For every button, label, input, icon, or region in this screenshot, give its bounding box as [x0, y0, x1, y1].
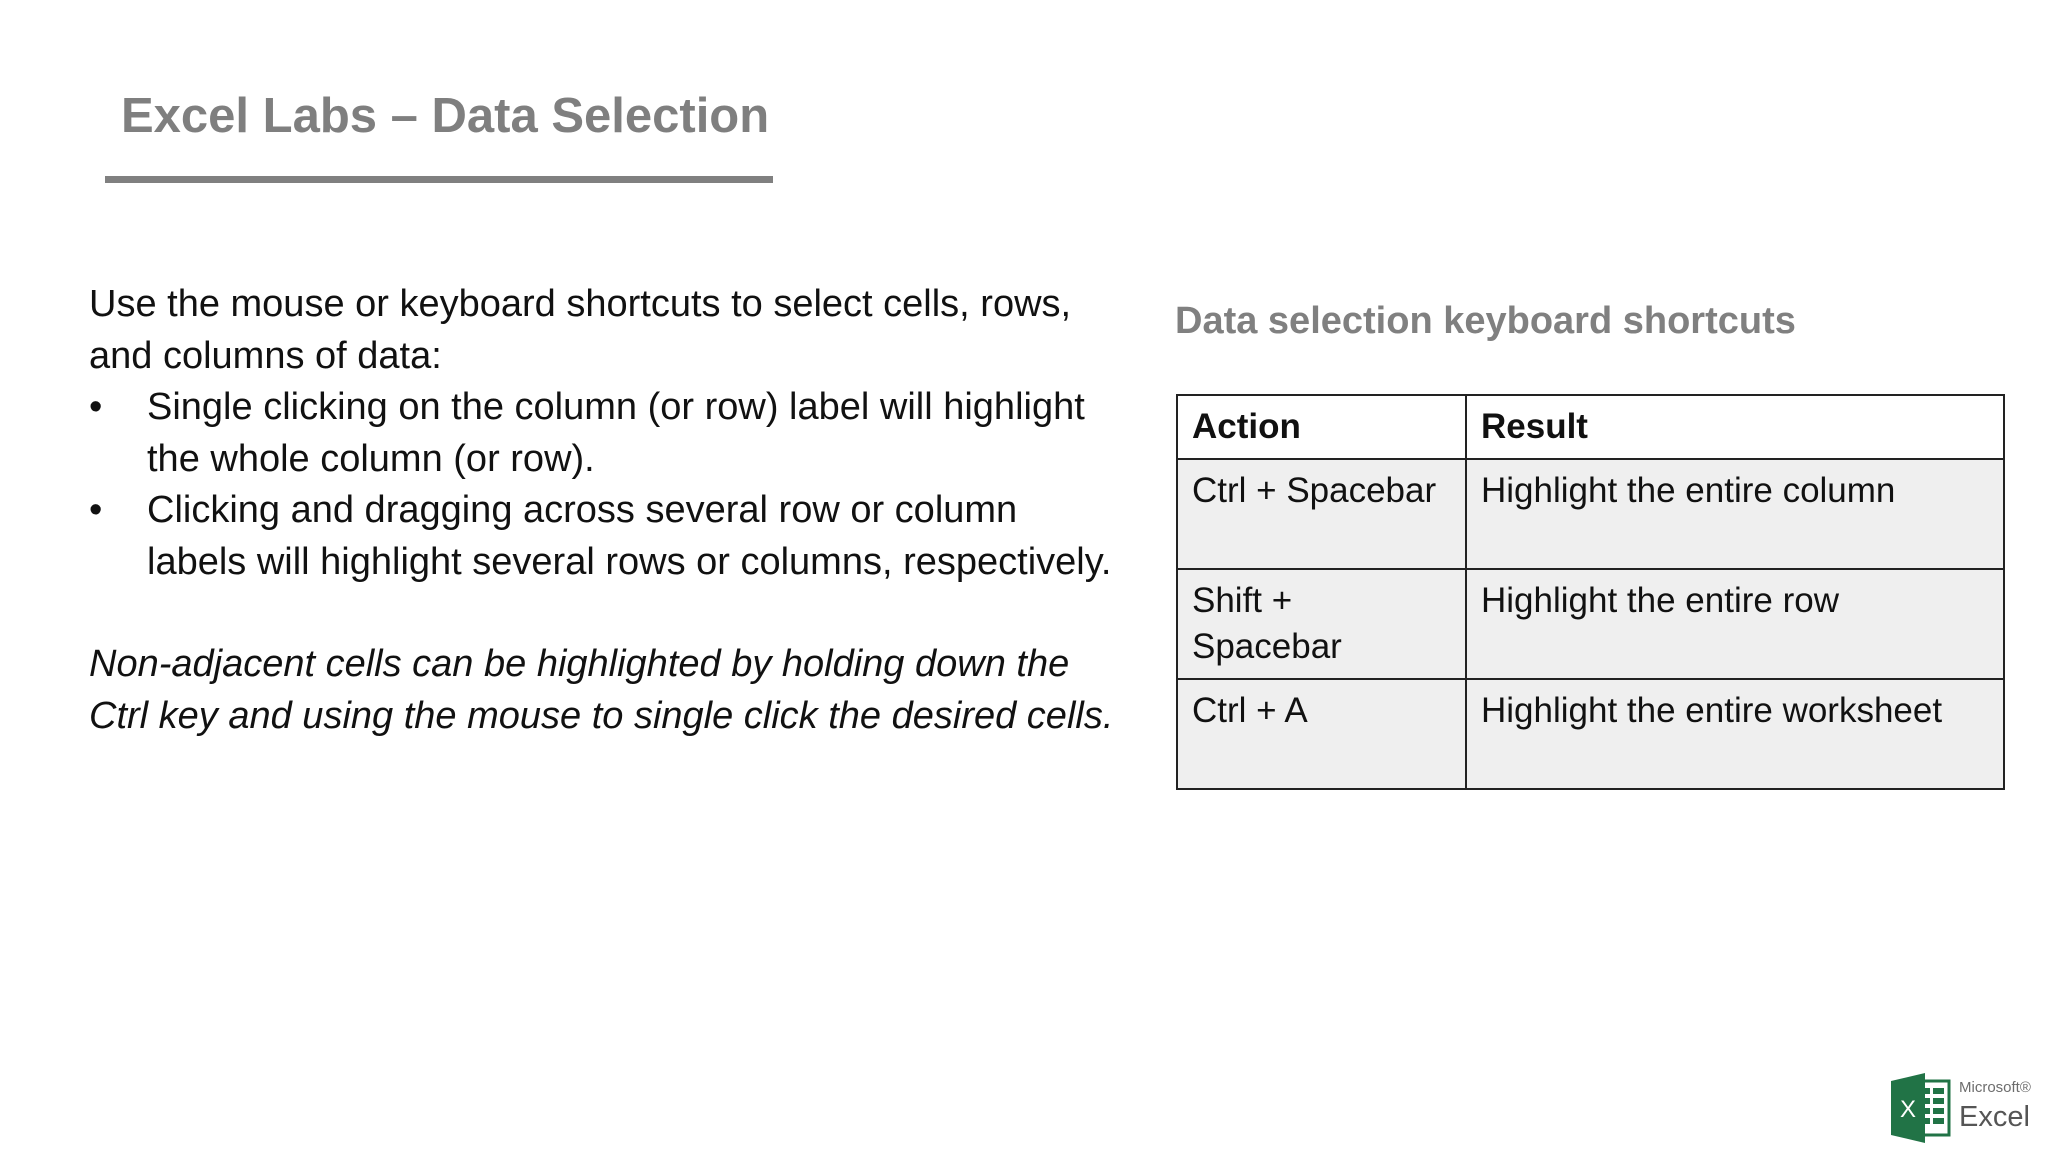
- grid-cell: [1933, 1088, 1944, 1094]
- table-row: [1177, 679, 2004, 789]
- table-row: [1177, 569, 2004, 679]
- bullet-text: Clicking and dragging across several row or column labels will highlight several rows or columns, respectively.: [147, 489, 1112, 583]
- excel-logo: [1889, 1071, 2034, 1145]
- excel-logo-icon: [1889, 1071, 1953, 1145]
- grid-cell: [1933, 1098, 1944, 1104]
- grid-cell: [1933, 1118, 1944, 1124]
- page-title: Excel Labs – Data Selection: [121, 89, 770, 143]
- action-cell: Ctrl + A: [1177, 679, 1466, 789]
- result-cell: Highlight the entire row: [1466, 569, 2004, 679]
- logo-brand-small: Microsoft®: [1959, 1079, 2031, 1096]
- logo-brand-name: Excel: [1959, 1101, 2030, 1133]
- table-header-row: [1177, 395, 2004, 459]
- result-cell: Highlight the entire column: [1466, 459, 2004, 569]
- bullet-icon: •: [89, 386, 103, 428]
- table-row: [1177, 459, 2004, 569]
- shortcuts-table: [1176, 394, 2005, 790]
- grid-cell: [1933, 1108, 1944, 1114]
- logo-letter: X: [1899, 1096, 1917, 1123]
- list-item: [89, 485, 1119, 588]
- column-header-result: Result: [1466, 395, 2004, 459]
- column-header-action: Action: [1177, 395, 1466, 459]
- title-underline: [105, 176, 773, 183]
- action-cell: Shift + Spacebar: [1177, 569, 1466, 679]
- intro-text: Use the mouse or keyboard shortcuts to select cells, rows, and columns of data:: [89, 283, 1072, 377]
- action-cell: Ctrl + Spacebar: [1177, 459, 1466, 569]
- note-text: Non-adjacent cells can be highlighted by holding down the Ctrl key and using the mouse to single click the desired cells.: [89, 643, 1114, 737]
- body-text: [89, 279, 1119, 742]
- list-item: [89, 382, 1119, 485]
- table-heading: Data selection keyboard shortcuts: [1175, 300, 1796, 342]
- bullet-list: [89, 382, 1119, 588]
- result-cell: Highlight the entire worksheet: [1466, 679, 2004, 789]
- bullet-icon: •: [89, 489, 103, 531]
- bullet-text: Single clicking on the column (or row) label will highlight the whole column (or row).: [147, 386, 1085, 480]
